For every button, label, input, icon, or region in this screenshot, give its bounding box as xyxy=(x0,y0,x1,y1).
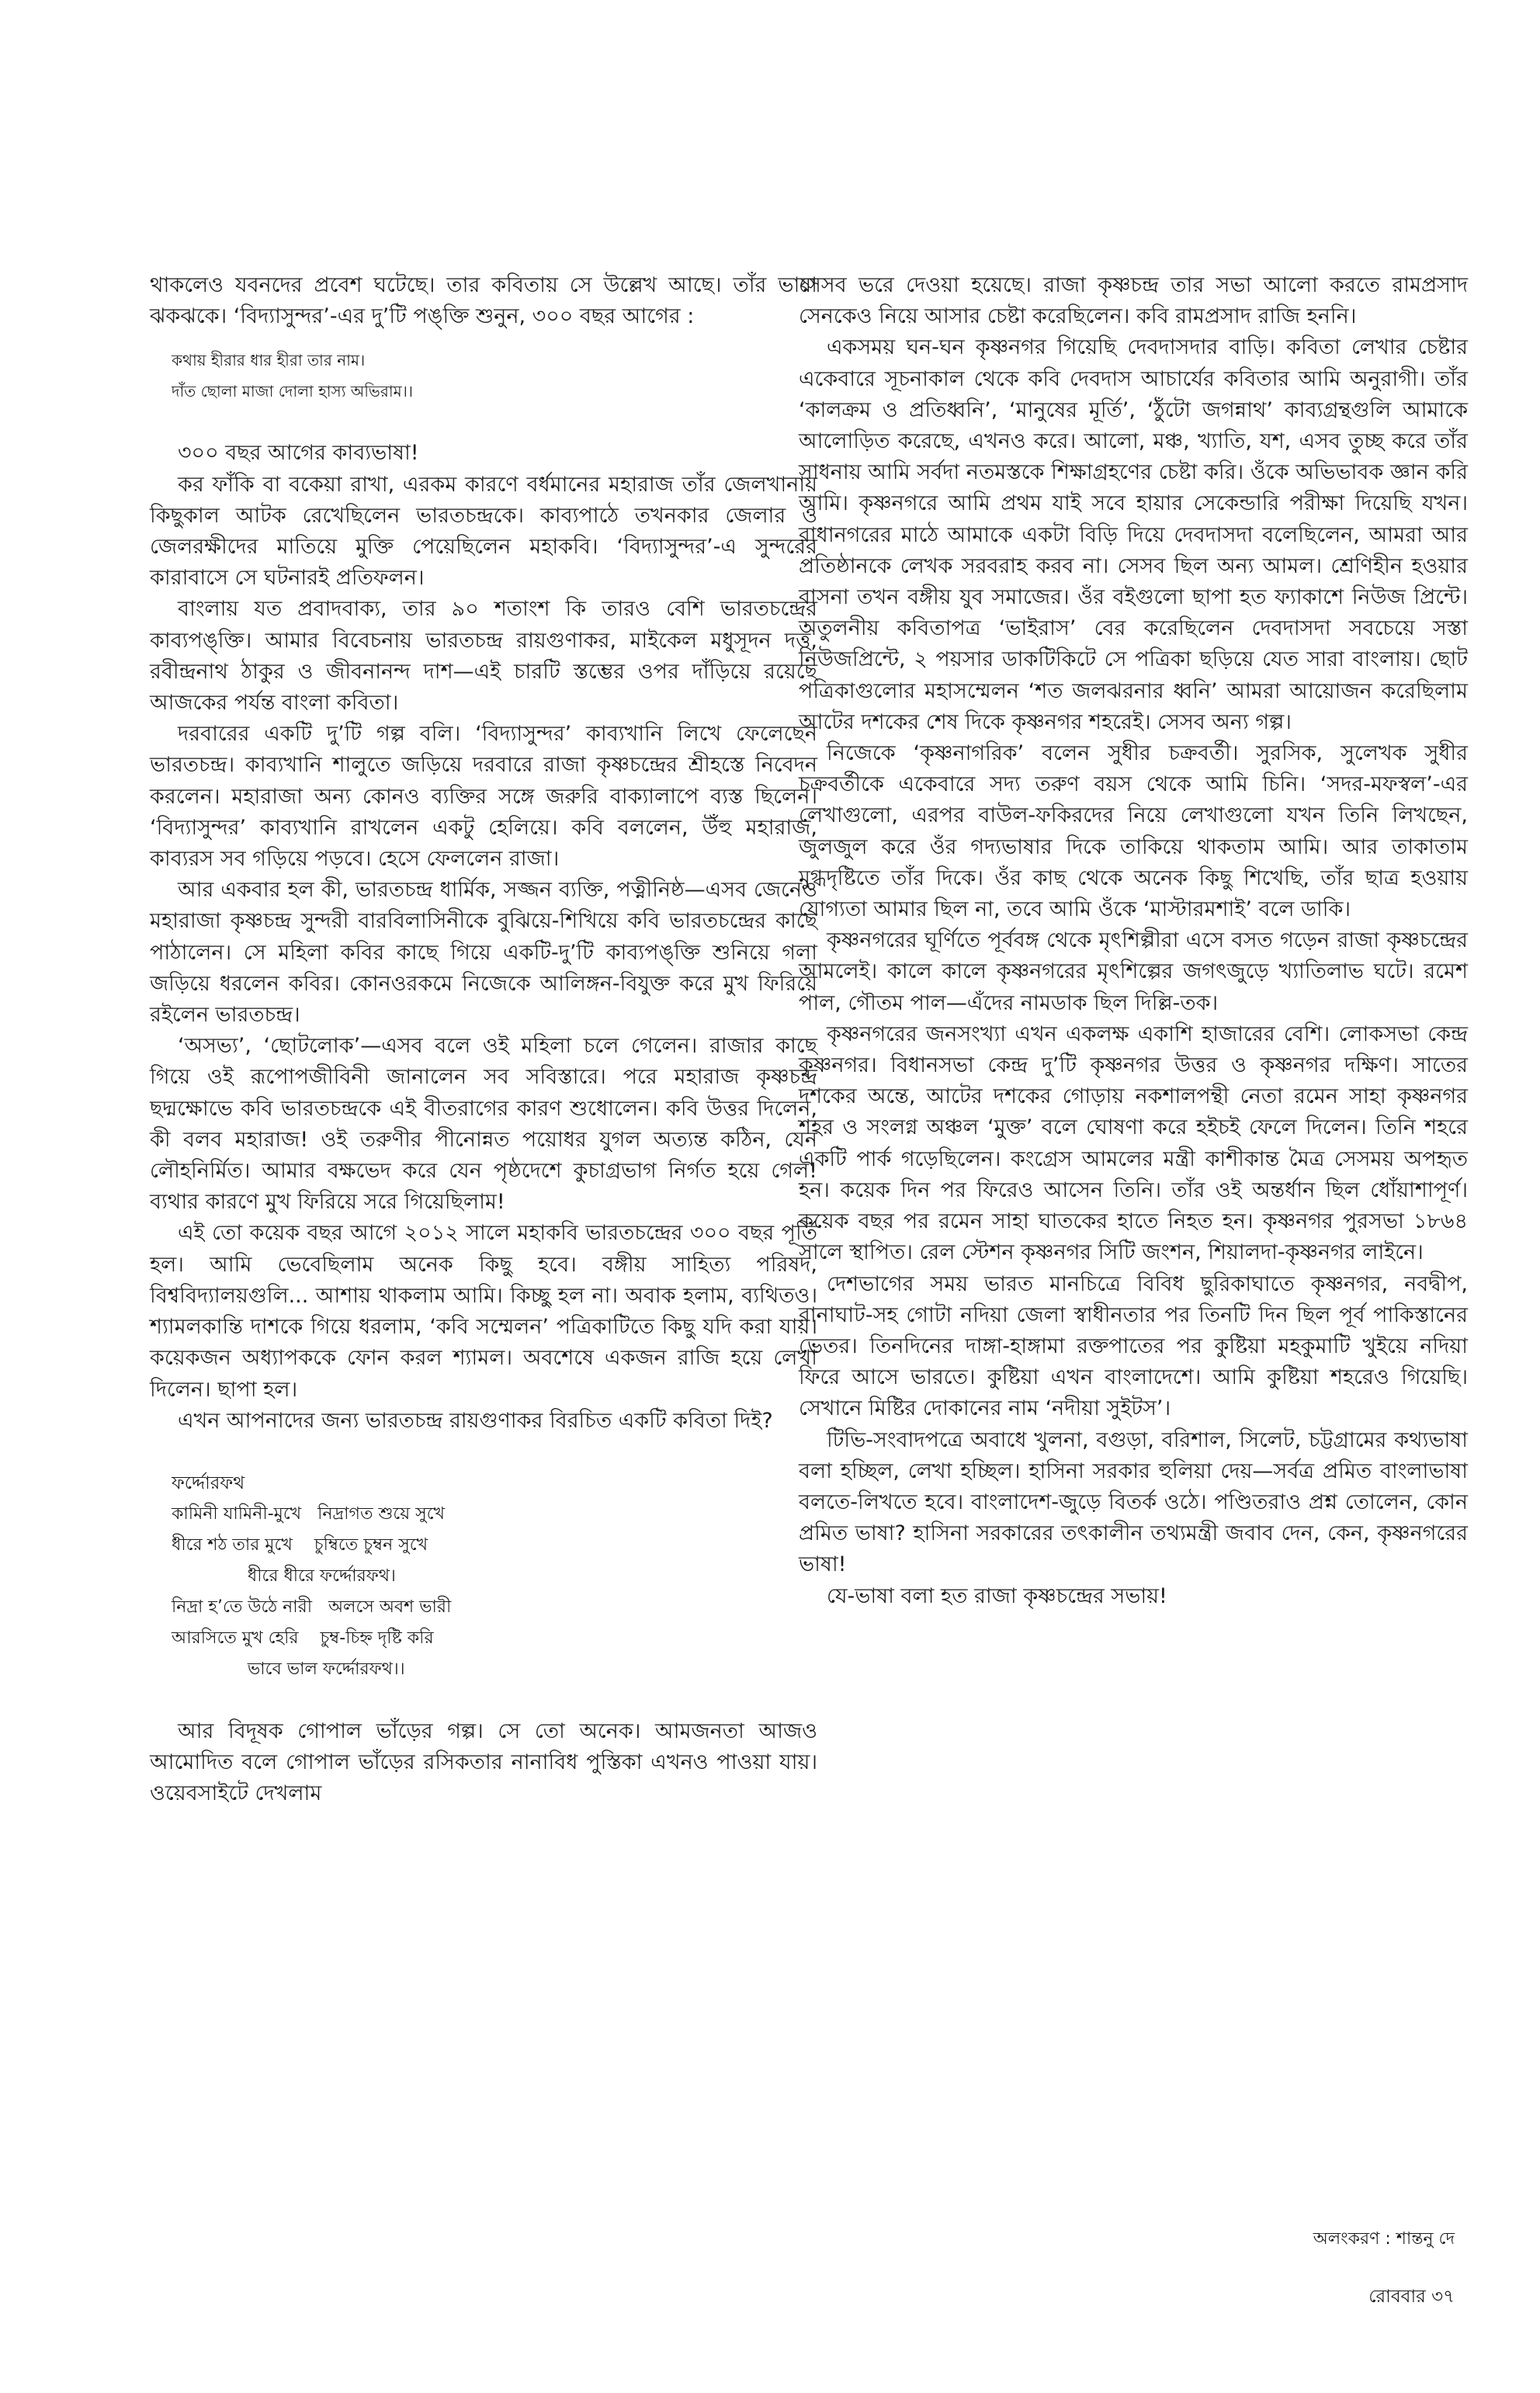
left-paragraph-10: আর বিদূষক গোপাল ভাঁড়ের গল্প। সে তো অনেক। আমজনতা আজও আমোদিত বলে গোপাল ভাঁড়ের রসিকতার নানাবিধ পুস্তিকা এখনও পাওয়া যায়। ওয়েবসাইটে দেখলাম xyxy=(150,1718,817,1806)
left-paragraph-6: আর একবার হল কী, ভারতচন্দ্র ধার্মিক, সজ্জন ব্যক্তি, পত্নীনিষ্ঠ—এসব জেনেও মহারাজা কৃষ্ণচন্দ্র সুন্দরী বারবিলাসিনীকে বুঝিয়ে-শিখিয়ে কবি ভারতচন্দ্রের কাছে পাঠালেন। সে মহিলা কবির কাছে গিয়ে একটি-দু’টি কাব্যপঙ্‌ক্তি শুনিয়ে গলা জড়িয়ে ধরলেন কবির। কোনওরকমে নিজেকে আলিঙ্গন-বিযুক্ত করে মুখ ফিরিয়ে রইলেন ভারতচন্দ্র। xyxy=(150,878,817,1028)
poem-title: ফর্দ্দোরফথ xyxy=(172,1472,245,1493)
illustration-credit: অলংকরণ : শান্তনু দে xyxy=(1313,2229,1455,2249)
left-paragraph-5: দরবারের একটি দু’টি গল্প বলি। ‘বিদ্যাসুন্দর’ কাব্যখানি লিখে ফেলেছেন ভারতচন্দ্র। কাব্যখানি শালুতে জড়িয়ে দরবারে রাজা কৃষ্ণচন্দ্রের শ্রীহস্তে নিবেদন করলেন। মহারাজা অন্য কোনও ব্যক্তির সঙ্গে জরুরি বাক্যালাপে ব্যস্ত ছিলেন। ‘বিদ্যাসুন্দর’ কাব্যখানি রাখলেন একটু হেলিয়ে। কবি বললেন, উঁহু মহারাজ, কাব্যরস সব গড়িয়ে পড়বে। হেসে ফেললেন রাজা। xyxy=(150,722,817,872)
verse-line-2: দাঁত ছোলা মাজা দোলা হাস্য অভিরাম।। xyxy=(172,382,414,401)
left-paragraph-7: ‘অসভ্য’, ‘ছোটলোক’—এসব বলে ওই মহিলা চলে গেলেন। রাজার কাছে গিয়ে ওই রূপোপজীবিনী জানালেন সব সবিস্তারে। পরে মহারাজ কৃষ্ণচন্দ্র ছদ্মক্ষোভে কবি ভারতচন্দ্রকে এই বীতরাগের কারণ শুধোলেন। কবি উত্তর দিলেন, কী বলব মহারাজ! ওই তরুণীর পীনোন্নত পয়োধর যুগল অত্যন্ত কঠিন, যেন লৌহনির্মিত। আমার বক্ষভেদ করে যেন পৃষ্ঠদেশে কুচাগ্রভাগ নির্গত হয়ে গেল! ব্যথার কারণে মুখ ফিরিয়ে সরে গিয়েছিলাম! xyxy=(150,1034,817,1215)
poem-line-2: ধীরে শঠ তার মুখে চুম্বিতে চুম্বন সুখে xyxy=(172,1535,428,1555)
poem-line-4: নিদ্রা হ’তে উঠে নারী অলসে অবশ ভারী xyxy=(172,1597,452,1617)
poem-line-6: ভাবে ভাল ফর্দ্দোরফথ।। xyxy=(172,1659,405,1679)
right-paragraph-4: কৃষ্ণনগরের ঘূর্ণিতে পূর্ববঙ্গ থেকে মৃৎশিল্পীরা এসে বসত গড়েন রাজা কৃষ্ণচন্দ্রের আমলেই। কালে কালে কৃষ্ণনগরের মৃৎশিল্পের জগৎজুড়ে খ্যাতিলাভ ঘটে। রমেশ পাল, গৌতম পাল—এঁদের নামডাক ছিল দিল্লি-তক। xyxy=(799,928,1468,1015)
right-paragraph-2: একসময় ঘন-ঘন কৃষ্ণনগর গিয়েছি দেবদাসদার বাড়ি। কবিতা লেখার চেষ্টার একেবারে সূচনাকাল থেকে কবি দেবদাস আচার্যের কবিতার আমি অনুরাগী। তাঁর ‘কালক্রম ও প্রতিধ্বনি’, ‘মানুষের মূর্তি’, ‘ঠুঁটো জগন্নাথ’ কাব্যগ্রন্থগুলি আমাকে আলোড়িত করেছে, এখনও করে। আলো, মঞ্চ, খ্যাতি, যশ, এসব তুচ্ছ করে তাঁর সাধনায় আমি সর্বদা নতমস্তকে শিক্ষাগ্রহণের চেষ্টা করি। ওঁকে অভিভাবক জ্ঞান করি আমি। কৃষ্ণনগরে আমি প্রথম যাই সবে হায়ার সেকেন্ডারি পরীক্ষা দিয়েছি যখন। রাধানগরের মাঠে আমাকে একটা বিড়ি দিয়ে দেবদাসদা বলেছিলেন, আমরা আর প্রতিষ্ঠানকে লেখক সরবরাহ করব না। সেসব ছিল অন্য আমল। শ্রেণিহীন হওয়ার বাসনা তখন বঙ্গীয় যুব সমাজের। ওঁর বইগুলো ছাপা হত ফ্যাকাশে নিউজ প্রিন্টে। অতুলনীয় কবিতাপত্র ‘ভাইরাস’ বের করেছিলেন দেবদাসদা সবচেয়ে সস্তা নিউজপ্রিন্টে, ২ পয়সার ডাকটিকিটে সে পত্রিকা ছড়িয়ে যেত সারা বাংলায়। ছোট পত্রিকাগুলোর মহাসম্মেলন ‘শত জলঝরনার ধ্বনি’ আমরা আয়োজন করেছিলাম আটের দশকের শেষ দিকে কৃষ্ণনগর শহরেই। সেসব অন্য গল্প। xyxy=(799,335,1468,734)
right-paragraph-6: দেশভাগের সময় ভারত মানচিত্রে বিবিধ ছুরিকাঘাতে কৃষ্ণনগর, নবদ্বীপ, রানাঘাট-সহ গোটা নদিয়া জেলা স্বাধীনতার পর তিনটি দিন ছিল পূর্ব পাকিস্তানের ভেতর। তিনদিনের দাঙ্গা-হাঙ্গামা রক্তপাতের পর কুষ্টিয়া মহকুমাটি খুইয়ে নদিয়া ফিরে আসে ভারতে। কুষ্টিয়া এখন বাংলাদেশে। আমি কুষ্টিয়া শহরেও গিয়েছি। সেখানে মিষ্টির দোকানের নাম ‘নদীয়া সুইটস’। xyxy=(799,1271,1468,1421)
left-paragraph-2: ৩০০ বছর আগের কাব্যভাষা! xyxy=(178,441,419,466)
poem-line-5: আরসিতে মুখ হেরি চুম্ব-চিহ্ন দৃষ্টি করি xyxy=(172,1628,434,1648)
left-paragraph-3: কর ফাঁকি বা বকেয়া রাখা, এরকম কারণে বর্ধমানের মহারাজ তাঁর জেলখানায় কিছুকাল আটক রেখেছিলেন ভারতচন্দ্রকে। কাব্যপাঠে তখনকার জেলার ও জেলরক্ষীদের মাতিয়ে মুক্তি পেয়েছিলেন মহাকবি। ‘বিদ্যাসুন্দর’-এ সুন্দরের কারাবাসে সে ঘটনারই প্রতিফলন। xyxy=(150,472,817,591)
right-paragraph-7: টিভি-সংবাদপত্রে অবাধে খুলনা, বগুড়া, বরিশাল, সিলেট, চট্টগ্রামের কথ্যভাষা বলা হচ্ছিল, লেখা হচ্ছিল। হাসিনা সরকার হুলিয়া দেয়—সর্বত্র প্রমিত বাংলাভাষা বলতে-লিখতে হবে। বাংলাদেশ-জুড়ে বিতর্ক ওঠে। পণ্ডিতরাও প্রশ্ন তোলেন, কোন প্রমিত ভাষা? হাসিনা সরকারের তৎকালীন তথ্যমন্ত্রী জবাব দেন, কেন, কৃষ্ণনগরের ভাষা! xyxy=(799,1427,1468,1577)
verse-line-1: কথায় হীরার ধার হীরা তার নাম। xyxy=(172,351,366,370)
left-column xyxy=(150,270,817,1810)
right-paragraph-3: নিজেকে ‘কৃষ্ণনাগরিক’ বলেন সুধীর চক্রবর্তী। সুরসিক, সুলেখক সুধীর চক্রবর্তীকে একেবারে সদ্য তরুণ বয়স থেকে আমি চিনি। ‘সদর-মফস্বল’-এর লেখাগুলো, এরপর বাউল-ফকিরদের নিয়ে লেখাগুলো যখন তিনি লিখছেন, জুলজুল করে ওঁর গদ্যভাষার দিকে তাকিয়ে থাকতাম আমি। আর তাকাতাম মুগ্ধদৃষ্টিতে তাঁর দিকে। ওঁর কাছ থেকে অনেক কিছু শিখেছি, তাঁর ছাত্র হওয়ায় যোগ্যতা আমার ছিল না, তবে আমি ওঁকে ‘মাস্টারমশাই’ বলে ডাকি। xyxy=(799,741,1468,922)
right-paragraph-8: যে-ভাষা বলা হত রাজা কৃষ্ণচন্দ্রের সভায়! xyxy=(827,1583,1167,1608)
poem-line-1: কামিনী যামিনী-মুখে নিদ্রাগত শুয়ে সুখে xyxy=(172,1503,446,1524)
page-folio: রোববার ৩৭ xyxy=(1368,2287,1455,2307)
right-paragraph-1: সেসব ভরে দেওয়া হয়েছে। রাজা কৃষ্ণচন্দ্র তার সভা আলো করতে রামপ্রসাদ সেনকেও নিয়ে আসার চেষ্টা করেছিলেন। কবি রামপ্রসাদ রাজি হননি। xyxy=(799,273,1468,329)
poem-line-3: ধীরে ধীরে ফর্দ্দোরফথ। xyxy=(172,1566,396,1586)
right-column xyxy=(799,270,1468,1612)
left-paragraph-4: বাংলায় যত প্রবাদবাক্য, তার ৯০ শতাংশ কি তারও বেশি ভারতচন্দ্রের কাব্যপঙ্‌ক্তি। আমার বিবেচনায় ভারতচন্দ্র রায়গুণাকর, মাইকেল মধুসূদন দত্ত, রবীন্দ্রনাথ ঠাকুর ও জীবনানন্দ দাশ—এই চারটি স্তম্ভের ওপর দাঁড়িয়ে রয়েছে আজকের পর্যন্ত বাংলা কবিতা। xyxy=(150,597,817,716)
left-paragraph-1: থাকলেও যবনদের প্রবেশ ঘটেছে। তার কবিতায় সে উল্লেখ আছে। তাঁর ভাষা ঝকঝকে। ‘বিদ্যাসুন্দর’-এর দু’টি পঙ্‌ক্তি শুনুন, ৩০০ বছর আগের : xyxy=(150,273,817,329)
left-paragraph-8: এই তো কয়েক বছর আগে ২০১২ সালে মহাকবি ভারতচন্দ্রের ৩০০ বছর পূর্তি হল। আমি ভেবেছিলাম অনেক কিছু হবে। বঙ্গীয় সাহিত্য পরিষদ, বিশ্ববিদ্যালয়গুলি... আশায় থাকলাম আমি। কিচ্ছু হল না। অবাক হলাম, ব্যথিতও। শ্যামলকান্তি দাশকে গিয়ে ধরলাম, ‘কবি সম্মেলন’ পত্রিকাটিতে কিছু যদি করা যায়। কয়েকজন অধ্যাপককে ফোন করল শ্যামল। অবশেষে একজন রাজি হয়ে লেখা দিলেন। ছাপা হল। xyxy=(150,1221,817,1402)
left-paragraph-9: এখন আপনাদের জন্য ভারতচন্দ্র রায়গুণাকর বিরচিত একটি কবিতা দিই? xyxy=(178,1408,773,1433)
right-paragraph-5: কৃষ্ণনগরের জনসংখ্যা এখন একলক্ষ একাশি হাজারের বেশি। লোকসভা কেন্দ্র কৃষ্ণনগর। বিধানসভা কেন্দ্র দু’টি কৃষ্ণনগর উত্তর ও কৃষ্ণনগর দক্ষিণ। সাতের দশকের অন্তে, আটের দশকের গোড়ায় নকশালপন্থী নেতা রমেন সাহা কৃষ্ণনগর শহর ও সংলগ্ন অঞ্চল ‘মুক্ত’ বলে ঘোষণা করে হইচই ফেলে দিলেন। তিনি শহরে একটি পার্ক গড়েছিলেন। কংগ্রেস আমলের মন্ত্রী কাশীকান্ত মৈত্র সেসময় অপহৃত হন। কয়েক দিন পর ফিরেও আসেন তিনি। তাঁর ওই অন্তর্ধান ছিল ধোঁয়াশাপূর্ণ। কয়েক বছর পর রমেন সাহা ঘাতকের হাতে নিহত হন। কৃষ্ণনগর পুরসভা ১৮৬৪ সালে স্থাপিত। রেল স্টেশন কৃষ্ণনগর সিটি জংশন, শিয়ালদা-কৃষ্ণনগর লাইনে। xyxy=(799,1021,1468,1265)
